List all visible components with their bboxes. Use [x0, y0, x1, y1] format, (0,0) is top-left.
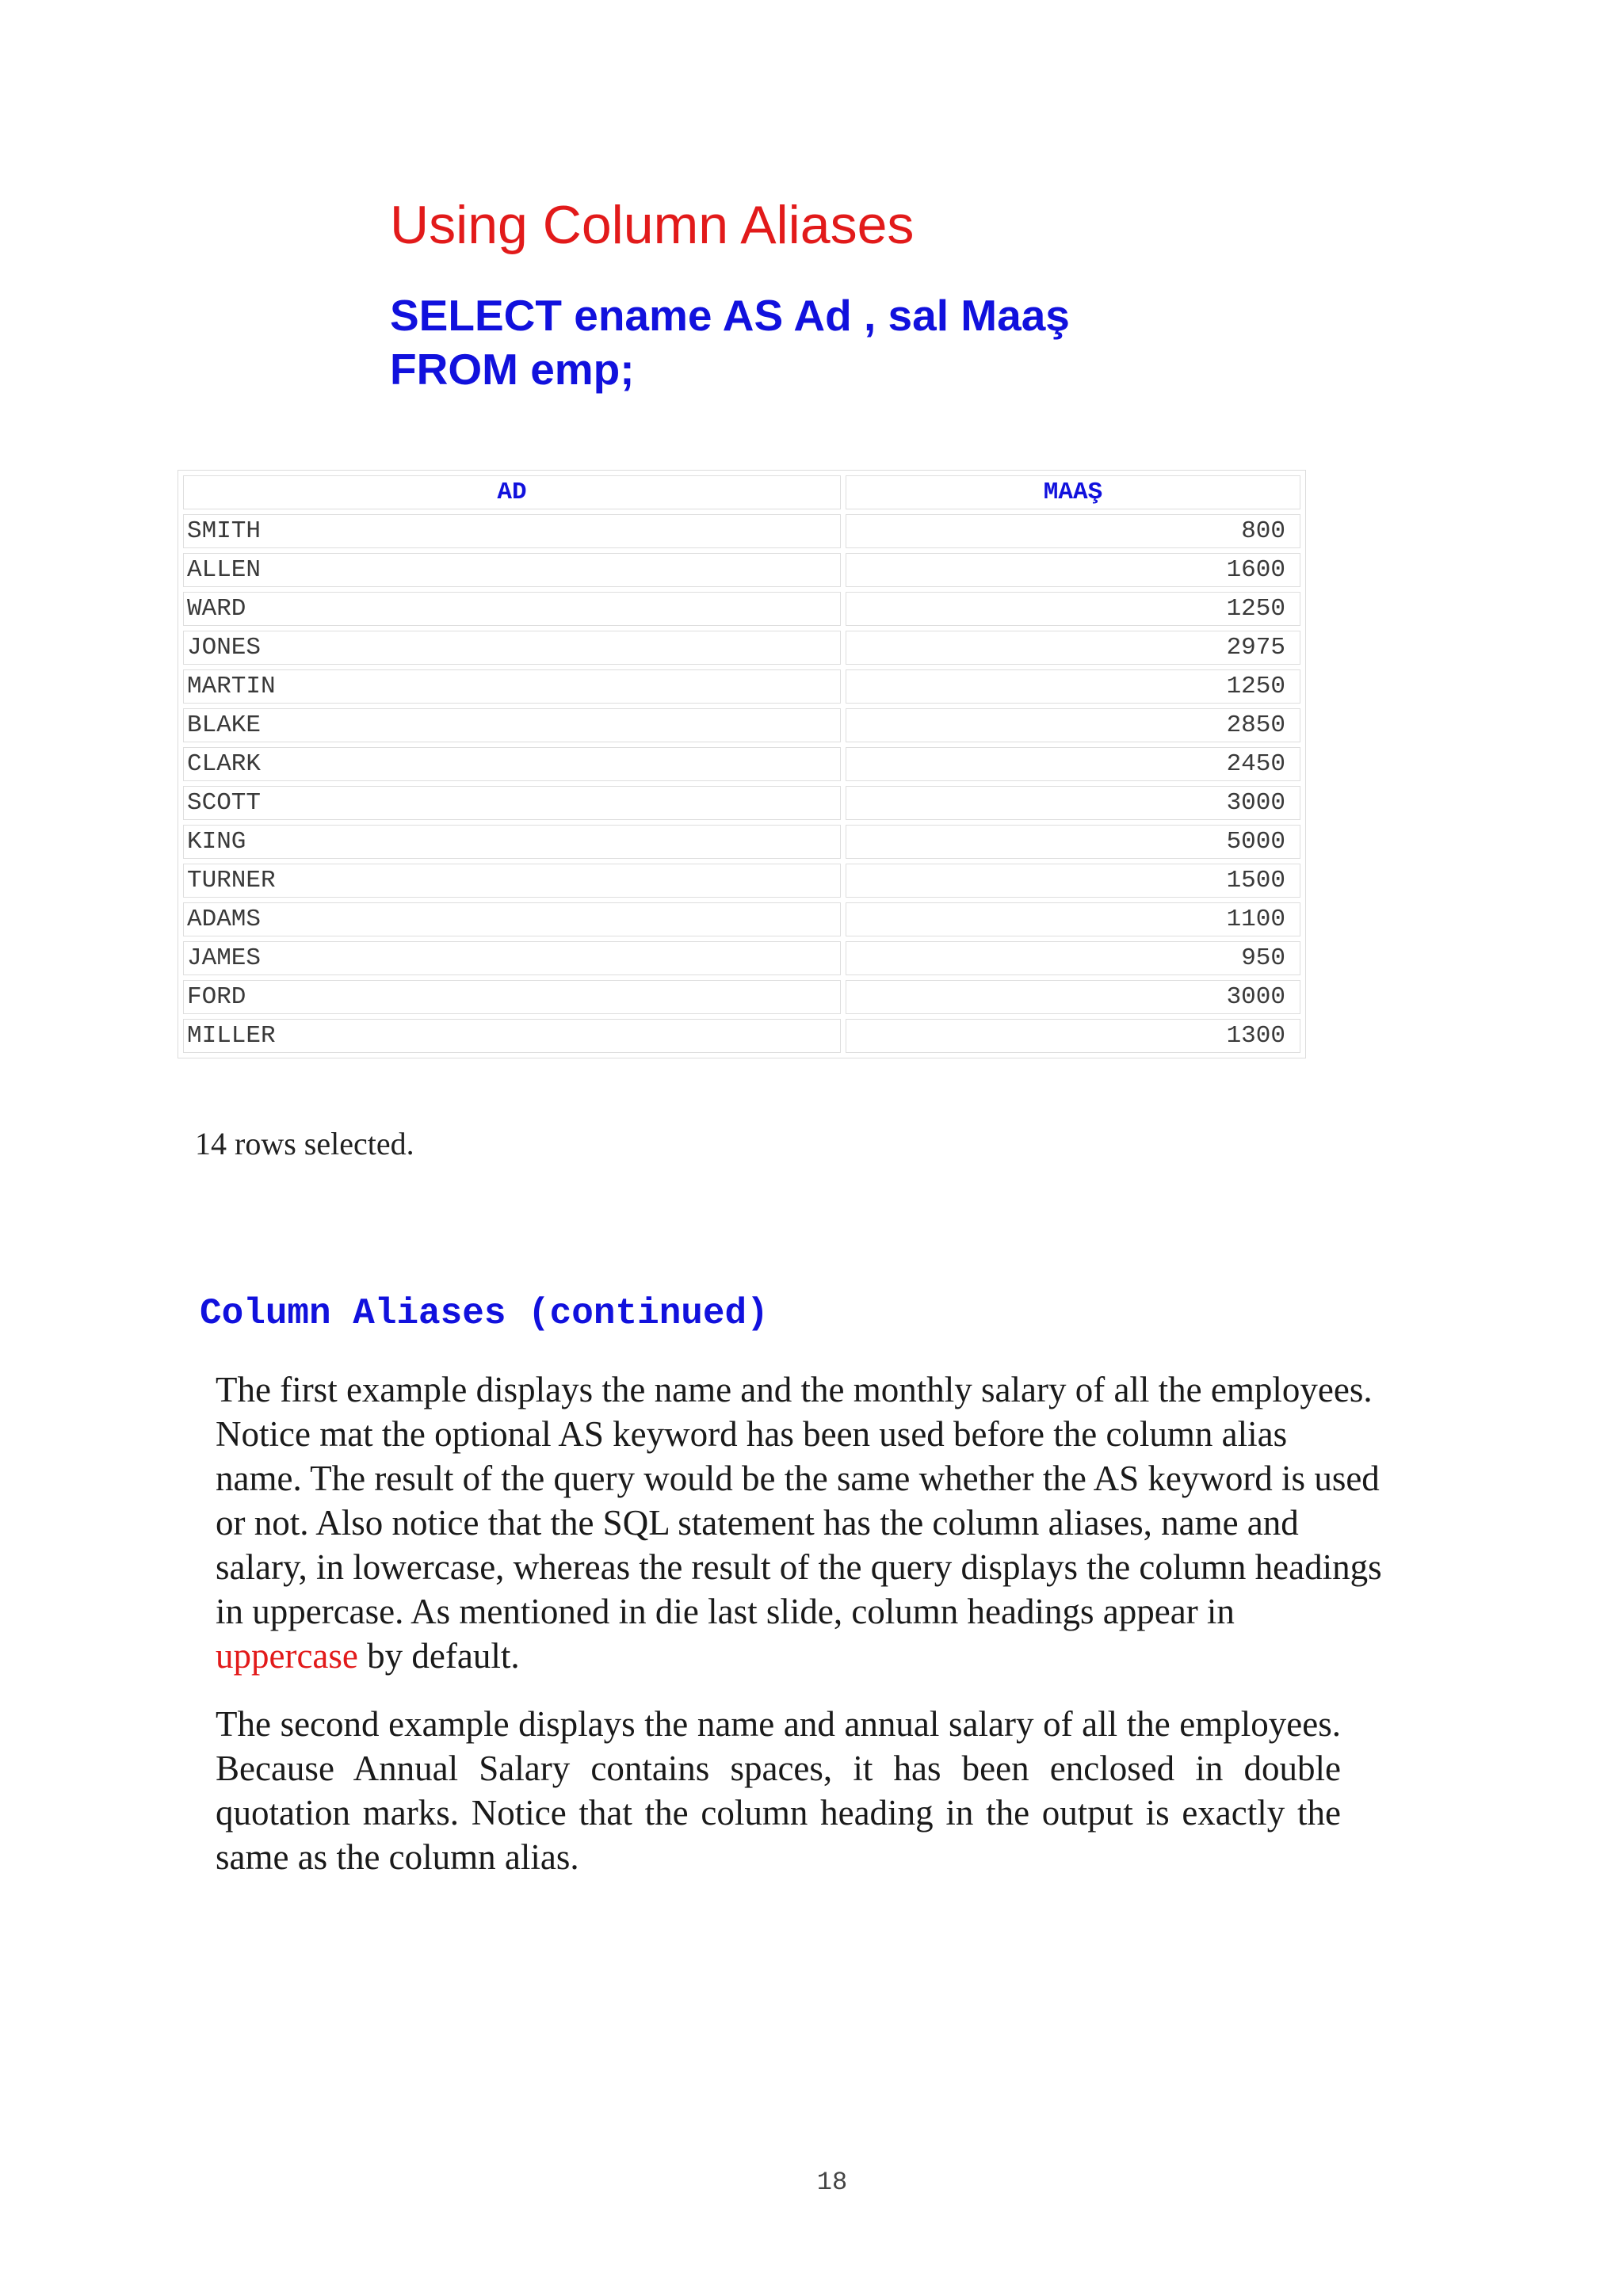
table-row: [183, 708, 1300, 742]
cell-salary: 1600: [846, 553, 1300, 587]
table-header-row: [183, 475, 1300, 509]
table-row: [183, 747, 1300, 781]
table-row: [183, 514, 1300, 548]
table-row: [183, 980, 1300, 1014]
cell-name: MARTIN: [183, 669, 841, 704]
cell-name: ADAMS: [183, 902, 841, 936]
cell-name: BLAKE: [183, 708, 841, 742]
column-header-maas: MAAŞ: [846, 475, 1300, 509]
table-row: [183, 553, 1300, 587]
cell-name: SMITH: [183, 514, 841, 548]
cell-salary: 3000: [846, 980, 1300, 1014]
cell-name: CLARK: [183, 747, 841, 781]
cell-salary: 2450: [846, 747, 1300, 781]
table-row: [183, 902, 1300, 936]
paragraph-text-end: by default.: [357, 1636, 520, 1676]
cell-salary: 950: [846, 941, 1300, 975]
sql-line-from: FROM emp;: [390, 345, 635, 394]
column-header-ad: AD: [183, 475, 841, 509]
cell-name: FORD: [183, 980, 841, 1014]
table-row: [183, 631, 1300, 665]
page-title: Using Column Aliases: [390, 195, 915, 255]
query-result-table: [178, 470, 1306, 1058]
table-row: [183, 864, 1300, 898]
table-row: [183, 786, 1300, 820]
table-row: [183, 1019, 1300, 1053]
page-number: 18: [816, 2168, 848, 2197]
table-row: [183, 941, 1300, 975]
section-subheading: Column Aliases (continued): [200, 1293, 769, 1334]
cell-salary: 1250: [846, 592, 1300, 626]
cell-salary: 3000: [846, 786, 1300, 820]
rows-selected-note: 14 rows selected.: [195, 1126, 414, 1161]
cell-salary: 1250: [846, 669, 1300, 704]
cell-name: MILLER: [183, 1019, 841, 1053]
paragraph-first-example: [216, 1367, 1382, 1678]
sql-line-select: SELECT ename AS Ad , sal Maaş: [390, 291, 1070, 340]
cell-name: TURNER: [183, 864, 841, 898]
highlighted-word: uppercase: [216, 1636, 358, 1676]
cell-name: ALLEN: [183, 553, 841, 587]
cell-name: JONES: [183, 631, 841, 665]
sql-statement: [390, 288, 1070, 396]
cell-salary: 2850: [846, 708, 1300, 742]
paragraph-text: The first example displays the name and the monthly salary of all the employees. Notice mat the optional AS keyword has been used before the column alias name. The result of the query would be the same whether the AS keyword is used or not. Also notice that the SQL statement has the column aliases, name and salary, in lowercase, whereas the result of the query displays the column headings in uppercase. As mentioned in die last slide, column headings appear in: [216, 1370, 1382, 1631]
cell-name: JAMES: [183, 941, 841, 975]
table-row: [183, 825, 1300, 859]
cell-salary: 2975: [846, 631, 1300, 665]
cell-name: WARD: [183, 592, 841, 626]
cell-salary: 1300: [846, 1019, 1300, 1053]
cell-salary: 5000: [846, 825, 1300, 859]
cell-salary: 800: [846, 514, 1300, 548]
cell-salary: 1100: [846, 902, 1300, 936]
cell-salary: 1500: [846, 864, 1300, 898]
paragraph-second-example: The second example displays the name and annual salary of all the employees. Because Annual Salary contains spaces, it has been enclosed in double quotation marks. Notice that the column heading in the output is exactly the same as the column alias.: [216, 1704, 1341, 1877]
cell-name: KING: [183, 825, 841, 859]
table-row: [183, 592, 1300, 626]
table-row: [183, 669, 1300, 704]
cell-name: SCOTT: [183, 786, 841, 820]
